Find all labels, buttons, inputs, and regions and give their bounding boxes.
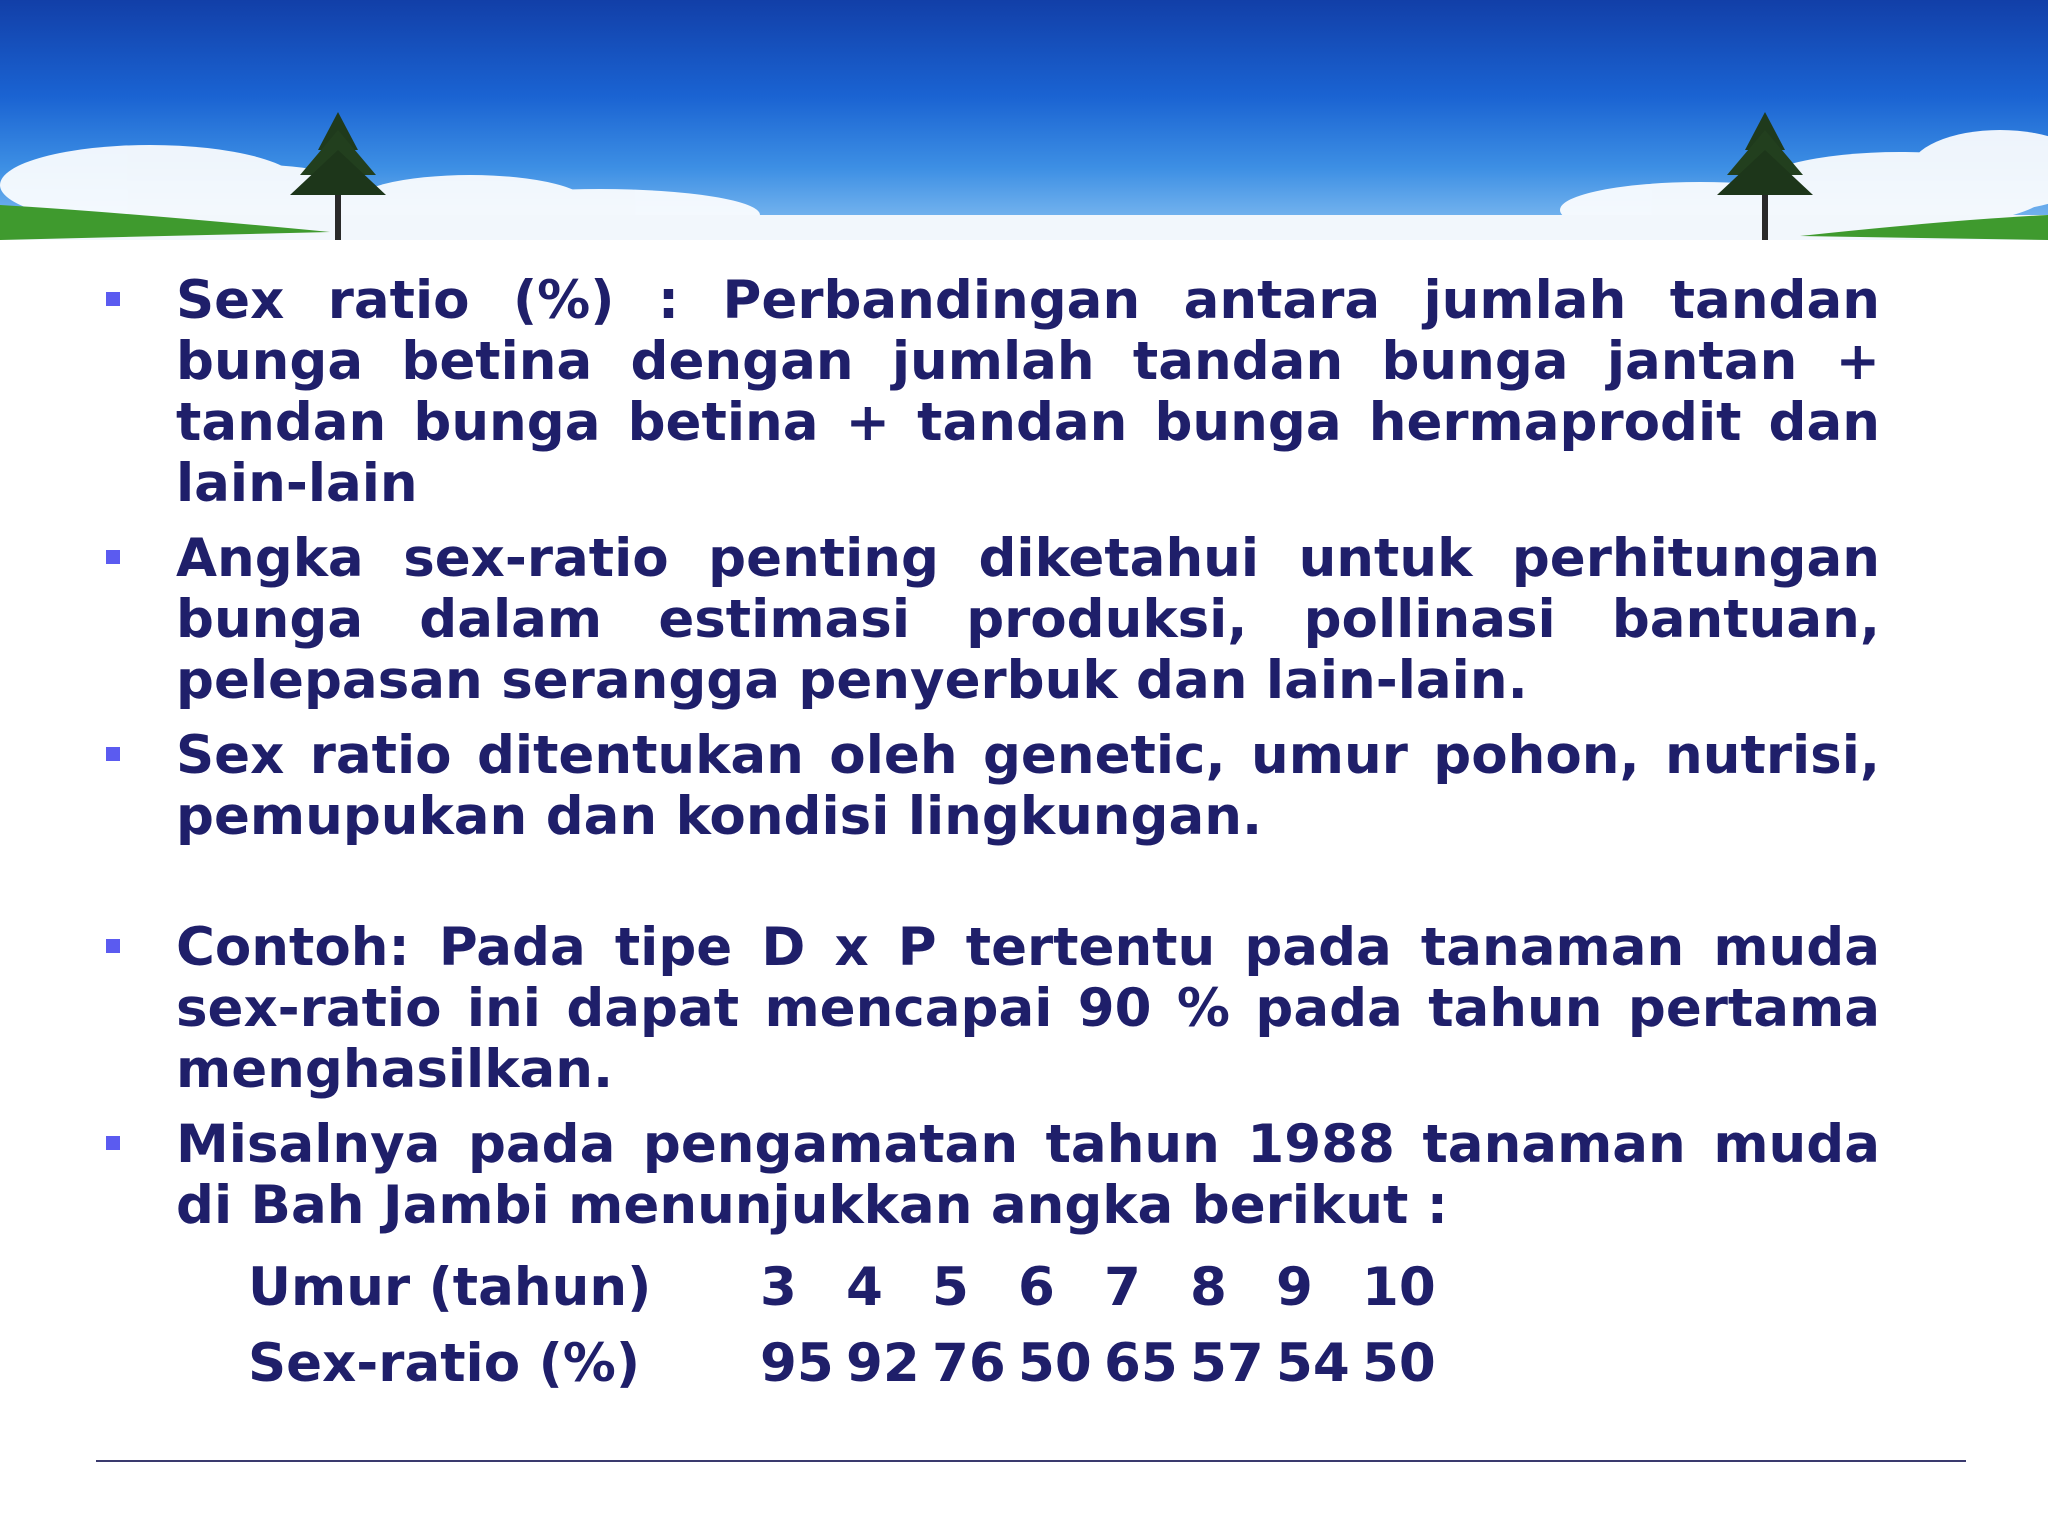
table-cell: 5 (932, 1257, 969, 1318)
bullet-text: Angka sex-ratio penting diketahui untuk perhitungan bunga dalam estimasi produksi, pollinasi bantuan, pelepasan serangga penyerbuk dan lain-lain. (176, 528, 1880, 711)
table-cell: 57 (1190, 1333, 1264, 1394)
bullet-item (100, 725, 1880, 847)
bullet-text: Contoh: Pada tipe D x P tertentu pada tanaman muda sex-ratio ini dapat mencapai 90 % pada tahun pertama menghasilkan. (176, 917, 1880, 1100)
square-bullet-icon (106, 292, 120, 306)
table-cell: 3 (760, 1257, 797, 1318)
table-cell: 95 (760, 1333, 834, 1394)
table-cell: 54 (1276, 1333, 1350, 1394)
sky-landscape-illustration (0, 0, 2048, 240)
square-bullet-icon (106, 1136, 120, 1150)
bullet-text: Sex ratio (%) : Perbandingan antara jumlah tandan bunga betina dengan jumlah tandan bunga jantan + tandan bunga betina + tandan bunga hermaprodit dan lain-lain (176, 270, 1880, 514)
table-cell: 50 (1362, 1333, 1436, 1394)
sex-ratio-table (248, 1250, 1880, 1402)
table-cell: 50 (1018, 1333, 1092, 1394)
footer-divider (96, 1460, 1966, 1462)
square-bullet-icon (106, 939, 120, 953)
bullet-item (100, 917, 1880, 1100)
table-cell: 92 (846, 1333, 920, 1394)
slide-content (100, 270, 1880, 1402)
table-cell: 9 (1276, 1257, 1313, 1318)
row-label: Sex-ratio (%) (248, 1333, 641, 1394)
table-cell: 10 (1362, 1257, 1436, 1318)
table-row (248, 1250, 1880, 1326)
table-cell: 65 (1104, 1333, 1178, 1394)
table-cell: 4 (846, 1257, 883, 1318)
row-label: Umur (tahun) (248, 1257, 652, 1318)
table-cell: 8 (1190, 1257, 1227, 1318)
bullet-text: Sex ratio ditentukan oleh genetic, umur pohon, nutrisi, pemupukan dan kondisi lingkungan. (176, 725, 1880, 847)
bullet-item (100, 528, 1880, 711)
table-cell: 76 (932, 1333, 1006, 1394)
bullet-text: Misalnya pada pengamatan tahun 1988 tanaman muda di Bah Jambi menunjukkan angka berikut : (176, 1114, 1880, 1236)
table-row (248, 1326, 1880, 1402)
header-banner (0, 0, 2048, 240)
square-bullet-icon (106, 747, 120, 761)
bullet-item (100, 1114, 1880, 1236)
table-cell: 7 (1104, 1257, 1141, 1318)
table-cell: 6 (1018, 1257, 1055, 1318)
bullet-item (100, 270, 1880, 514)
square-bullet-icon (106, 550, 120, 564)
